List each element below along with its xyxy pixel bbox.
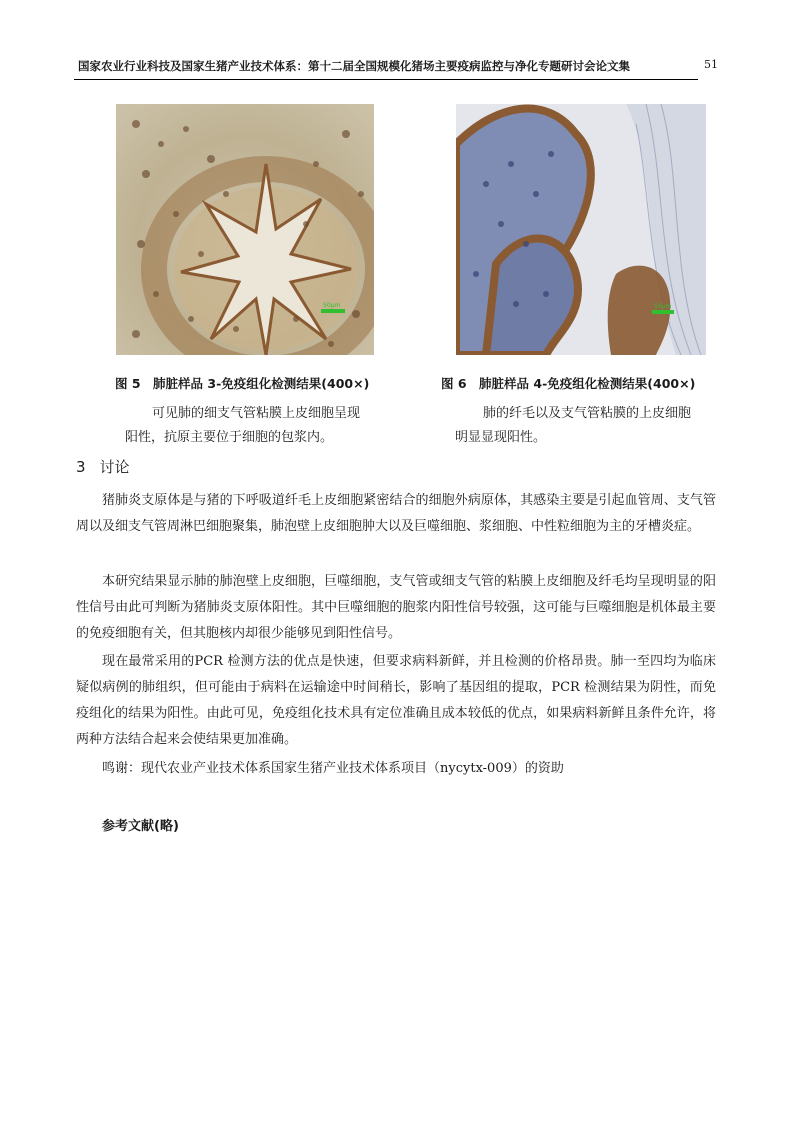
figure-5-caption-note-line-2: 阳性，抗原主要位于细胞的包浆内。 xyxy=(125,430,334,445)
section-heading xyxy=(76,456,130,477)
paragraph-text: 本研究结果显示肺的肺泡壁上皮细胞，巨噬细胞，支气管或细支气管的粘膜上皮细胞及纤毛均呈现明显的阳性信号由此可判断为猪肺炎支原体阳性。其中巨噬细胞的胞浆内阳性信号较强，这可能与巨噬细胞是机体最主要的免疫细胞有关，但其胞核内却很少能够见到阳性信号。 xyxy=(76,574,716,641)
acknowledgement xyxy=(76,756,716,782)
paragraph-text: 猪肺炎支原体是与猪的下呼吸道纤毛上皮细胞紧密结合的细胞外病原体，其感染主要是引起血管周、支气管周以及细支气管周淋巴细胞聚集，肺泡壁上皮细胞肿大以及巨噬细胞、浆细胞、中性粒细胞为主的牙槽炎症。 xyxy=(76,493,716,534)
page-number: 51 xyxy=(704,58,718,71)
figure-5-micrograph xyxy=(116,104,374,355)
paragraph-1 xyxy=(76,488,716,540)
section-number: 3 xyxy=(76,458,86,476)
section-title: 讨论 xyxy=(99,458,130,476)
figure-5-caption-note-line-1: 可见肺的细支气管粘膜上皮细胞呈现 xyxy=(152,406,361,421)
figure-5-scale-label: 50μm xyxy=(323,302,341,309)
figure-5-caption-title: 图 5 肺脏样品 3-免疫组化检测结果(400×) xyxy=(115,376,370,391)
figure-6-micrograph xyxy=(456,104,706,355)
figure-6-scale-label: 50μm xyxy=(654,303,672,310)
figure-6-caption-note-line-1: 肺的纤毛以及支气管粘膜的上皮细胞 xyxy=(483,406,692,421)
running-header: 国家农业行业科技及国家生猪产业技术体系：第十二届全国规模化猪场主要疫病监控与净化专题研讨会论文集 xyxy=(78,59,630,73)
header-rule xyxy=(74,79,698,80)
paragraph-text: 鸣谢：现代农业产业技术体系国家生猪产业技术体系项目（nycytx-009）的资助 xyxy=(102,761,564,776)
figure-6-caption-note-line-2: 明显显现阳性。 xyxy=(455,430,547,445)
paragraph-text: 现在最常采用的PCR 检测方法的优点是快速，但要求病料新鲜，并且检测的价格昂贵。肺一至四均为临床疑似病例的肺组织，但可能由于病料在运输途中时间稍长，影响了基因组的提取，PCR 检测结果为阴性，而免疫组化的结果为阳性。由此可见，免疫组化技术具有定位准确且成本较低的优点，如果病料新鲜且条件允许，将两种方法结合起来会使结果更加准确。 xyxy=(76,654,716,747)
references-label: 参考文献(略) xyxy=(102,819,179,834)
paragraph-3 xyxy=(76,649,716,753)
figure-6-caption-title: 图 6 肺脏样品 4-免疫组化检测结果(400×) xyxy=(441,376,696,391)
paragraph-2 xyxy=(76,569,716,647)
